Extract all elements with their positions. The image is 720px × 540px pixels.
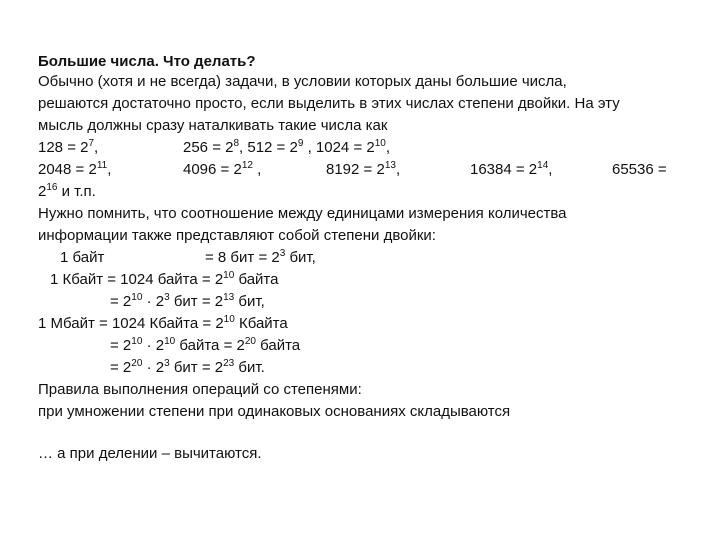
unit-kbyte-line: 1 Кбайт = 1024 байта = $2^{10}$ байта	[50, 270, 279, 288]
unit-byte-value: = 8 бит = $2^3$ бит,	[205, 248, 316, 266]
page-title: Большие числа. Что делать?	[38, 53, 256, 70]
unit-mbyte-bits: = $2^{20} \cdot 2^3$ бит = $2^{23}$ бит.	[110, 358, 265, 376]
rules-heading: Правила выполнения операций со степенями:	[38, 381, 362, 398]
power-2048: $2048 = 2^{11}$,	[38, 160, 112, 178]
unit-mbyte-line: 1 Мбайт = 1024 Кбайта = $2^{10}$ Кбайта	[38, 314, 288, 332]
unit-byte-label: 1 байт	[60, 249, 105, 266]
power-256-512-1024: $256 = 2^8$, $512 = 2^9$ , $1024 = 2^{10}$,	[183, 138, 391, 156]
power-2-16: $2^{16}$ и т.п.	[38, 182, 96, 200]
intro-line-1: Обычно (хотя и не всегда) задачи, в условии которых даны большие числа,	[38, 73, 567, 90]
power-8192: $8192 = 2^{13}$,	[326, 160, 401, 178]
power-4096: $4096 = 2^{12}$ ,	[183, 160, 262, 178]
rules-multiplication: при умножении степени при одинаковых основаниях складываются	[38, 403, 511, 420]
power-16384: $16384 = 2^{14}$,	[470, 160, 553, 178]
units-intro-line-1: Нужно помнить, что соотношение между единицами измерения количества	[38, 205, 567, 222]
rules-division: … а при делении – вычитаются.	[38, 445, 262, 462]
power-65536: 65536 =	[612, 161, 667, 178]
intro-line-2: решаются достаточно просто, если выделить в этих числах степени двойки. На эту	[38, 95, 620, 112]
unit-kbyte-bits: = $2^{10} \cdot 2^3$ бит = $2^{13}$ бит,	[110, 292, 265, 310]
unit-mbyte-bytes: = $2^{10} \cdot 2^{10}$ байта = $2^{20}$ байта	[110, 336, 301, 354]
units-intro-line-2: информации также представляют собой степени двойки:	[38, 227, 436, 244]
intro-line-3: мысль должны сразу наталкивать такие числа как	[38, 117, 388, 134]
power-128: $128 = 2^7$,	[38, 138, 99, 156]
